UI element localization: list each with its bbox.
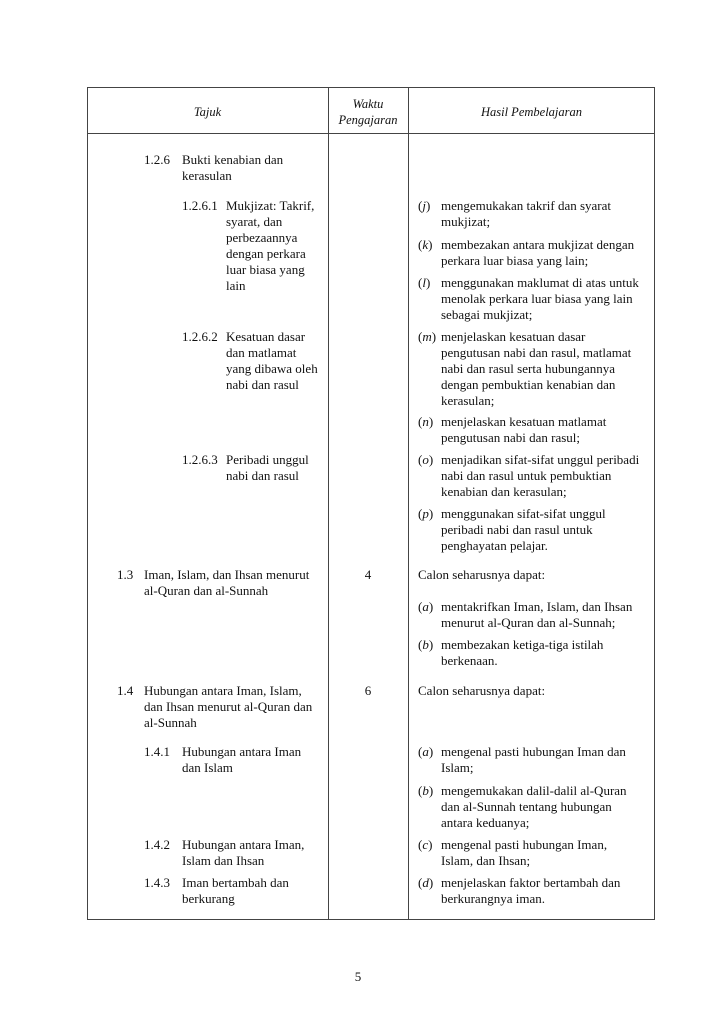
topic-line: luar biasa yang [226,262,305,277]
outcome-line: dengan pembuktian kenabian dan [441,377,616,392]
outcome-letter: l [422,275,426,290]
outcome-label: (c) [418,837,433,852]
teaching-hours: 4 [364,567,372,582]
outcome-intro: Calon seharusnya dapat: [418,567,546,582]
outcome-line: nabi dan rasul untuk pembuktian [441,468,612,483]
outcome-line: dan al-Sunnah tentang hubungan [441,799,612,814]
outcome-line: mengemukakan dalil-dalil al-Quran [441,783,627,798]
outcome-line: penghayatan pelajar. [441,538,548,553]
topic-line: dan Ihsan menurut al-Quran dan [144,699,313,714]
outcome-line: peribadi nabi dan rasul untuk [441,522,593,537]
outcome-line: menurut al-Quran dan al-Sunnah; [441,615,616,630]
topic-number: 1.4.1 [144,744,170,759]
outcome-line: mengemukakan takrif dan syarat [441,198,612,213]
outcome-line: kerasulan; [441,393,495,408]
topic-number: 1.3 [117,567,134,582]
outcome-letter: d [422,875,429,890]
outcome-line: perkara luar biasa yang lain; [441,253,589,268]
outcome-label: (p) [418,506,434,521]
topic-line: Hubungan antara Iman, Islam, [144,683,302,698]
outcome-label: (d) [418,875,434,890]
outcome-line: menggunakan maklumat di atas untuk [441,275,639,290]
outcome-label: (a) [418,744,434,759]
outcome-label: (a) [418,599,434,614]
outcome-label: (m) [418,329,437,344]
topic-line: Islam dan Ihsan [182,853,265,868]
outcome-line: menjelaskan kesatuan dasar [441,329,586,344]
outcome-line: mentakrifkan Iman, Islam, dan Ihsan [441,599,633,614]
topic-number: 1.2.6.3 [182,452,218,467]
outcome-line: kenabian dan kerasulan; [441,484,567,499]
outcome-letter: c [422,837,429,852]
topic-line: dengan perkara [226,246,306,261]
topic-line: al-Quran dan al-Sunnah [144,583,269,598]
topic-line: al-Sunnah [144,715,197,730]
teaching-hours: 6 [364,683,372,698]
topic-line: Iman bertambah dan [182,875,289,890]
outcome-line: berkurangnya iman. [441,891,545,906]
header-hasil-pembelajaran: Hasil Pembelajaran [480,105,583,119]
topic-line: dan matlamat [226,345,297,360]
outcome-line: antara keduanya; [441,815,530,830]
topic-number: 1.4 [117,683,134,698]
column-divider-1 [328,87,329,920]
topic-line: Bukti kenabian dan [182,152,284,167]
header-tajuk: Tajuk [193,105,222,119]
topic-number: 1.2.6 [144,152,170,167]
topic-line: Iman, Islam, dan Ihsan menurut [144,567,310,582]
outcome-letter: p [422,506,429,521]
outcome-line: membezakan antara mukjizat dengan [441,237,635,252]
topic-line: perbezaannya [226,230,298,245]
outcome-line: menggunakan sifat-sifat unggul [441,506,606,521]
outcome-line: Islam; [441,760,474,775]
topic-line: nabi dan rasul [226,377,299,392]
outcome-line: pengutusan nabi dan rasul; [441,430,580,445]
outcome-line: nabi dan rasul serta hubungannya [441,361,616,376]
outcome-letter: n [422,414,429,429]
topic-line: syarat, dan [226,214,283,229]
header-divider [87,133,655,134]
outcome-letter: b [422,637,429,652]
outcome-line: membezakan ketiga-tiga istilah [441,637,604,652]
outcome-line: berkenaan. [441,653,498,668]
topic-line: dan Islam [182,760,233,775]
outcome-label: (o) [418,452,434,467]
outcome-line: menjadikan sifat-sifat unggul peribadi [441,452,640,467]
outcome-label: (b) [418,783,434,798]
outcome-letter: m [422,329,432,344]
outcome-letter: j [422,198,426,213]
column-divider-2 [408,87,409,920]
outcome-letter: a [422,599,429,614]
topic-line: Peribadi unggul [226,452,309,467]
topic-line: lain [226,278,246,293]
outcome-line: sebagai mukjizat; [441,307,533,322]
outcome-intro: Calon seharusnya dapat: [418,683,546,698]
outcome-label: (l) [418,275,431,290]
outcome-line: pengutusan nabi dan rasul, matlamat [441,345,632,360]
outcome-line: menjelaskan faktor bertambah dan [441,875,621,890]
outcome-line: menjelaskan kesatuan matlamat [441,414,607,429]
topic-line: nabi dan rasul [226,468,299,483]
topic-number: 1.2.6.2 [182,329,218,344]
outcome-letter: b [422,783,429,798]
outcome-letter: o [422,452,429,467]
topic-number: 1.4.3 [144,875,170,890]
topic-line: Kesatuan dasar [226,329,306,344]
topic-number: 1.2.6.1 [182,198,218,213]
topic-line: yang dibawa oleh [226,361,318,376]
topic-line: berkurang [182,891,235,906]
page-number: 5 [354,969,362,984]
outcome-line: mengenal pasti hubungan Iman dan [441,744,626,759]
outcome-line: menolak perkara luar biasa yang lain [441,291,633,306]
header-pengajaran: Pengajaran [338,113,398,127]
topic-line: Hubungan antara Iman, [182,837,305,852]
topic-line: Hubungan antara Iman [182,744,302,759]
outcome-line: mengenal pasti hubungan Iman, [441,837,608,852]
topic-line: Mukjizat: Takrif, [226,198,315,213]
topic-line: kerasulan [182,168,232,183]
outcome-label: (n) [418,414,434,429]
outcome-letter: a [422,744,429,759]
outcome-line: mukjizat; [441,214,491,229]
outcome-line: Islam, dan Ihsan; [441,853,531,868]
outcome-label: (b) [418,637,434,652]
outcome-label: (k) [418,237,433,252]
topic-number: 1.4.2 [144,837,170,852]
outcome-letter: k [422,237,429,252]
header-waktu: Waktu [352,97,384,111]
outcome-label: (j) [418,198,431,213]
